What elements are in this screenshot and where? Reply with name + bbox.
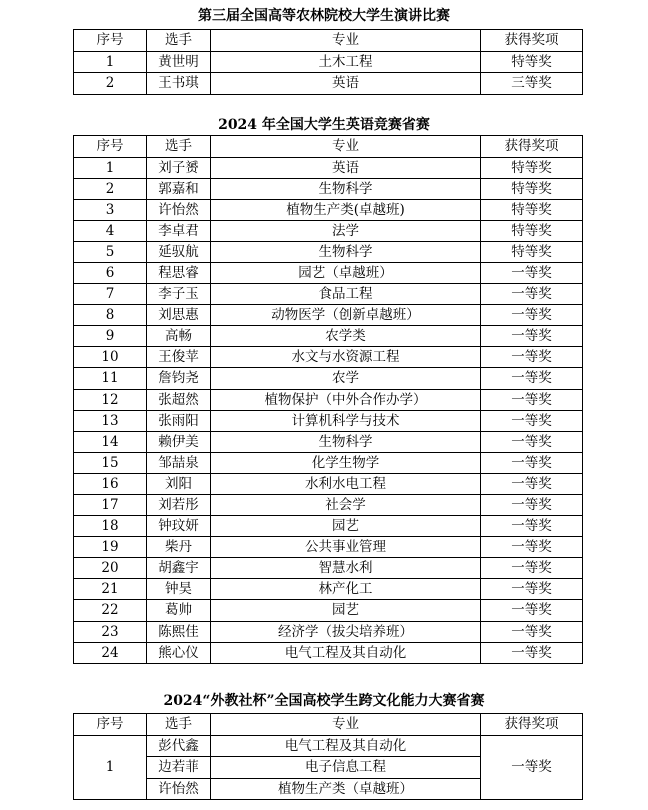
cell-award: 一等奖: [481, 621, 583, 642]
cell-name: 许怡然: [147, 778, 211, 800]
cell-award: 一等奖: [481, 284, 583, 305]
cell-name: 李卓君: [147, 220, 211, 241]
table-row: [74, 642, 583, 663]
section-english-contest: [0, 115, 648, 135]
cell-award: 一等奖: [481, 495, 583, 516]
header-award: 获得奖项: [481, 136, 583, 158]
cell-award: 一等奖: [481, 262, 583, 283]
cell-name: 刘子赟: [147, 157, 211, 178]
table-row: [74, 473, 583, 494]
cell-major: 林产化工: [211, 579, 481, 600]
cell-name: 葛帅: [147, 600, 211, 621]
cell-major: 经济学（拔尖培养班）: [211, 621, 481, 642]
cell-award: 一等奖: [481, 735, 583, 800]
cell-no: 19: [74, 537, 147, 558]
cell-no: 1: [74, 51, 147, 73]
cell-major: 农学类: [211, 326, 481, 347]
cell-name: 黄世明: [147, 51, 211, 73]
cell-major: 农学: [211, 368, 481, 389]
cell-award: 特等奖: [481, 157, 583, 178]
table-row: [74, 199, 583, 220]
table-row: [74, 389, 583, 410]
table-row: [74, 558, 583, 579]
cell-major: 计算机科学与技术: [211, 410, 481, 431]
table-header-row: [74, 30, 583, 52]
table-row: [74, 537, 583, 558]
header-name: 选手: [147, 136, 211, 158]
cell-name: 刘阳: [147, 473, 211, 494]
cell-award: 一等奖: [481, 600, 583, 621]
cell-award: 一等奖: [481, 642, 583, 663]
cell-name: 刘若彤: [147, 495, 211, 516]
cell-major: 电气工程及其自动化: [211, 735, 481, 757]
header-name: 选手: [147, 30, 211, 52]
cell-name: 许怡然: [147, 199, 211, 220]
cell-name: 高畅: [147, 326, 211, 347]
cell-major: 电子信息工程: [211, 757, 481, 779]
cell-name: 彭代鑫: [147, 735, 211, 757]
cell-no: 8: [74, 305, 147, 326]
cell-no: 23: [74, 621, 147, 642]
cell-award: 三等奖: [481, 73, 583, 95]
cell-name: 詹钧尧: [147, 368, 211, 389]
table-row: [74, 157, 583, 178]
cell-major: 动物医学（创新卓越班）: [211, 305, 481, 326]
table-row: [74, 410, 583, 431]
cell-major: 化学生物学: [211, 452, 481, 473]
table-row: [74, 516, 583, 537]
cell-no: 9: [74, 326, 147, 347]
cell-no: 18: [74, 516, 147, 537]
table-row: [74, 621, 583, 642]
cell-name: 邹喆泉: [147, 452, 211, 473]
cell-no: 13: [74, 410, 147, 431]
cell-no: 3: [74, 199, 147, 220]
table-row: [74, 495, 583, 516]
header-name: 选手: [147, 714, 211, 736]
cell-name: 赖伊美: [147, 431, 211, 452]
results-table-intercultural: [73, 713, 583, 800]
header-major: 专业: [211, 30, 481, 52]
section-speech-contest: [0, 6, 648, 26]
header-no: 序号: [74, 714, 147, 736]
cell-major: 水文与水资源工程: [211, 347, 481, 368]
cell-major: 植物保护（中外合作办学）: [211, 389, 481, 410]
cell-no: 12: [74, 389, 147, 410]
cell-award: 一等奖: [481, 347, 583, 368]
cell-name: 延驭航: [147, 241, 211, 262]
table-row: [74, 326, 583, 347]
table-row: [74, 73, 583, 95]
cell-major: 生物科学: [211, 178, 481, 199]
cell-no: 5: [74, 241, 147, 262]
cell-name: 王书琪: [147, 73, 211, 95]
cell-name: 熊心仪: [147, 642, 211, 663]
cell-award: 一等奖: [481, 389, 583, 410]
cell-no: 2: [74, 73, 147, 95]
cell-major: 公共事业管理: [211, 537, 481, 558]
results-table-speech: [73, 29, 583, 95]
cell-major: 园艺: [211, 516, 481, 537]
table-row: [74, 220, 583, 241]
cell-award: 特等奖: [481, 178, 583, 199]
cell-no: 20: [74, 558, 147, 579]
cell-major: 智慧水利: [211, 558, 481, 579]
table-row: [74, 241, 583, 262]
cell-major: 水利水电工程: [211, 473, 481, 494]
cell-major: 园艺（卓越班）: [211, 262, 481, 283]
cell-name: 郭嘉和: [147, 178, 211, 199]
cell-name: 张雨阳: [147, 410, 211, 431]
table-row: [74, 368, 583, 389]
table-row: [74, 262, 583, 283]
cell-major: 英语: [211, 73, 481, 95]
cell-award: 特等奖: [481, 51, 583, 73]
table-row: [74, 600, 583, 621]
table-row: [74, 431, 583, 452]
cell-name: 刘思惠: [147, 305, 211, 326]
cell-major: 法学: [211, 220, 481, 241]
cell-no: 4: [74, 220, 147, 241]
table-row: [74, 305, 583, 326]
cell-name: 边若菲: [147, 757, 211, 779]
cell-no: 10: [74, 347, 147, 368]
cell-award: 一等奖: [481, 558, 583, 579]
cell-no: 7: [74, 284, 147, 305]
table-header-row: [74, 136, 583, 158]
cell-no: 16: [74, 473, 147, 494]
cell-no: 11: [74, 368, 147, 389]
section-title: 2024 年全国大学生英语竞赛省赛: [218, 117, 430, 133]
cell-no: 15: [74, 452, 147, 473]
section-intercultural-contest: [0, 691, 648, 711]
cell-name: 柴丹: [147, 537, 211, 558]
cell-award: 一等奖: [481, 326, 583, 347]
cell-no: 6: [74, 262, 147, 283]
table-row: [74, 284, 583, 305]
cell-award: 一等奖: [481, 537, 583, 558]
cell-award: 一等奖: [481, 410, 583, 431]
cell-major: 食品工程: [211, 284, 481, 305]
cell-award: 一等奖: [481, 305, 583, 326]
cell-award: 一等奖: [481, 431, 583, 452]
header-award: 获得奖项: [481, 30, 583, 52]
cell-award: 特等奖: [481, 220, 583, 241]
cell-major: 园艺: [211, 600, 481, 621]
table-row: [74, 178, 583, 199]
header-no: 序号: [74, 136, 147, 158]
cell-name: 胡鑫宇: [147, 558, 211, 579]
cell-major: 社会学: [211, 495, 481, 516]
cell-name: 钟昊: [147, 579, 211, 600]
cell-award: 一等奖: [481, 473, 583, 494]
table-row: [74, 579, 583, 600]
cell-no: 2: [74, 178, 147, 199]
cell-award: 一等奖: [481, 452, 583, 473]
cell-award: 一等奖: [481, 368, 583, 389]
cell-no: 24: [74, 642, 147, 663]
cell-name: 张超然: [147, 389, 211, 410]
cell-major: 生物科学: [211, 431, 481, 452]
cell-no: 1: [74, 157, 147, 178]
cell-major: 电气工程及其自动化: [211, 642, 481, 663]
cell-major: 生物科学: [211, 241, 481, 262]
results-table-english: [73, 135, 583, 664]
cell-no: 21: [74, 579, 147, 600]
cell-award: 一等奖: [481, 579, 583, 600]
cell-major: 植物生产类（卓越班）: [211, 778, 481, 800]
section-title: 2024“外教社杯”全国高校学生跨文化能力大赛省赛: [163, 693, 485, 709]
cell-no: 17: [74, 495, 147, 516]
header-no: 序号: [74, 30, 147, 52]
table-row: [74, 735, 583, 757]
cell-major: 植物生产类(卓越班): [211, 199, 481, 220]
header-major: 专业: [211, 714, 481, 736]
table-row: [74, 51, 583, 73]
cell-name: 陈熙佳: [147, 621, 211, 642]
cell-award: 特等奖: [481, 199, 583, 220]
cell-no: 1: [74, 735, 147, 800]
header-award: 获得奖项: [481, 714, 583, 736]
cell-name: 钟玟妍: [147, 516, 211, 537]
cell-no: 22: [74, 600, 147, 621]
cell-name: 程思睿: [147, 262, 211, 283]
cell-award: 一等奖: [481, 516, 583, 537]
cell-major: 土木工程: [211, 51, 481, 73]
cell-major: 英语: [211, 157, 481, 178]
table-row: [74, 347, 583, 368]
cell-name: 李子玉: [147, 284, 211, 305]
header-major: 专业: [211, 136, 481, 158]
table-row: [74, 452, 583, 473]
table-header-row: [74, 714, 583, 736]
cell-award: 特等奖: [481, 241, 583, 262]
cell-no: 14: [74, 431, 147, 452]
section-title: 第三届全国高等农林院校大学生演讲比赛: [198, 8, 450, 24]
cell-name: 王俊苹: [147, 347, 211, 368]
